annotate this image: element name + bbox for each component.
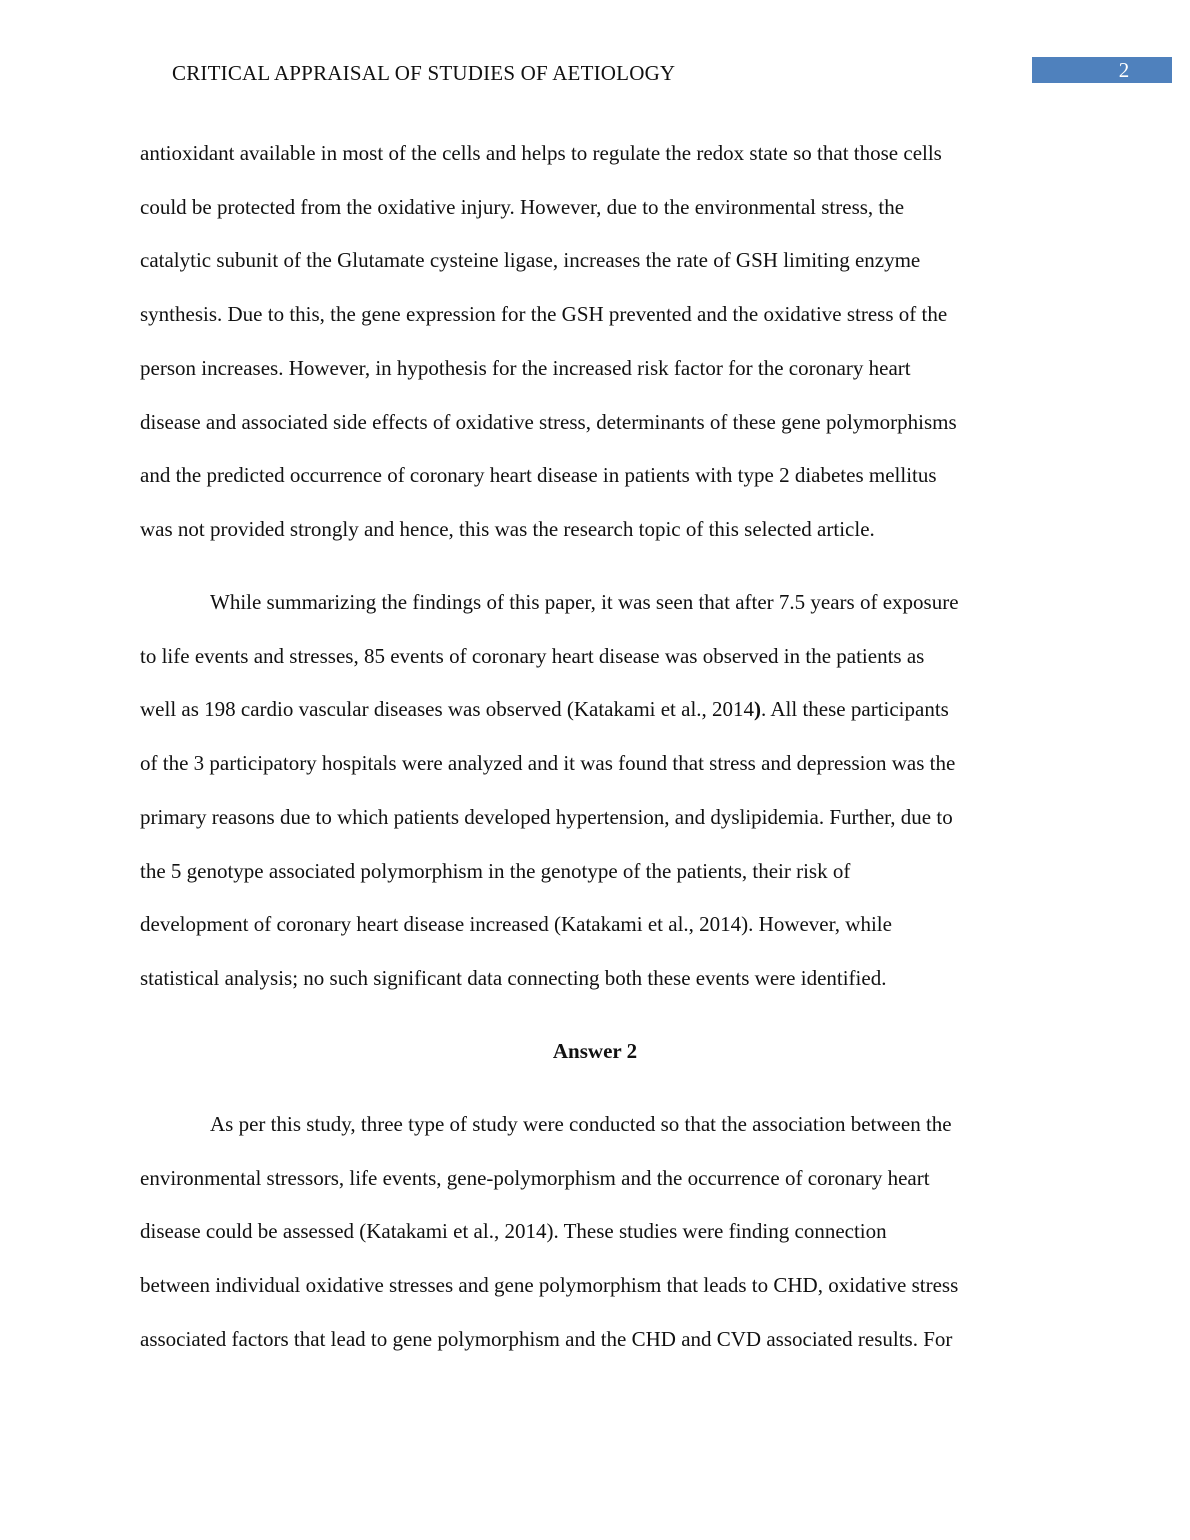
paragraph-1-line: catalytic subunit of the Glutamate cysteine ligase, increases the rate of GSH limiting enzyme xyxy=(140,248,921,273)
paragraph-1-line: synthesis. Due to this, the gene expression for the GSH prevented and the oxidative stress of the xyxy=(140,302,948,327)
paragraph-2 xyxy=(140,576,1060,1006)
paragraph-3-line: disease could be assessed (Katakami et al., 2014). These studies were finding connection xyxy=(140,1219,887,1244)
paragraph-3 xyxy=(140,1098,1060,1367)
paragraph-3-line: environmental stressors, life events, gene-polymorphism and the occurrence of coronary heart xyxy=(140,1165,930,1190)
paragraph-1-line: and the predicted occurrence of coronary heart disease in patients with type 2 diabetes mellitus xyxy=(140,463,937,488)
paragraph-2-line: of the 3 participatory hospitals were analyzed and it was found that stress and depression was the xyxy=(140,751,956,776)
running-head-title: CRITICAL APPRAISAL OF STUDIES OF AETIOLOGY xyxy=(172,61,676,85)
bold-parenthesis: ) xyxy=(754,697,762,722)
page-number-box xyxy=(1032,57,1172,83)
paragraph-2-line xyxy=(140,683,1060,737)
paragraph-3-line: between individual oxidative stresses and gene polymorphism that leads to CHD, oxidative stress xyxy=(140,1273,959,1298)
paragraph-1-line: was not provided strongly and hence, this was the research topic of this selected article. xyxy=(140,516,875,541)
paragraph-2-line: statistical analysis; no such significant data connecting both these events were identified. xyxy=(140,965,887,990)
paragraph-1-line: antioxidant available in most of the cells and helps to regulate the redox state so that those cells xyxy=(140,141,942,165)
paragraph-1-line: person increases. However, in hypothesis for the increased risk factor for the coronary heart xyxy=(140,355,911,380)
section-heading: Answer 2 xyxy=(552,1039,638,1063)
text-run: . All these participants xyxy=(761,697,949,722)
paragraph-3-line: As per this study, three type of study were conducted so that the association between the xyxy=(210,1112,952,1136)
paragraph-2-line: development of coronary heart disease increased (Katakami et al., 2014). However, while xyxy=(140,912,892,937)
paragraph-2-line: the 5 genotype associated polymorphism in the genotype of the patients, their risk of xyxy=(140,858,851,883)
page-number: 2 xyxy=(1118,58,1130,82)
paragraph-1-line: could be protected from the oxidative injury. However, due to the environmental stress, the xyxy=(140,194,905,219)
text-run: well as 198 cardio vascular diseases was observed (Katakami et al., 2014 xyxy=(140,697,755,722)
paragraph-2-line: to life events and stresses, 85 events of coronary heart disease was observed in the patients as xyxy=(140,643,925,668)
paragraph-3-line: associated factors that lead to gene polymorphism and the CHD and CVD associated results. For xyxy=(140,1326,953,1351)
paragraph-2-line: primary reasons due to which patients developed hypertension, and dyslipidemia. Further, due to xyxy=(140,804,953,829)
paragraph-1 xyxy=(140,127,1060,557)
paragraph-1-line: disease and associated side effects of oxidative stress, determinants of these gene polymorphisms xyxy=(140,409,957,434)
paragraph-2-line: While summarizing the findings of this paper, it was seen that after 7.5 years of exposure xyxy=(210,590,959,614)
